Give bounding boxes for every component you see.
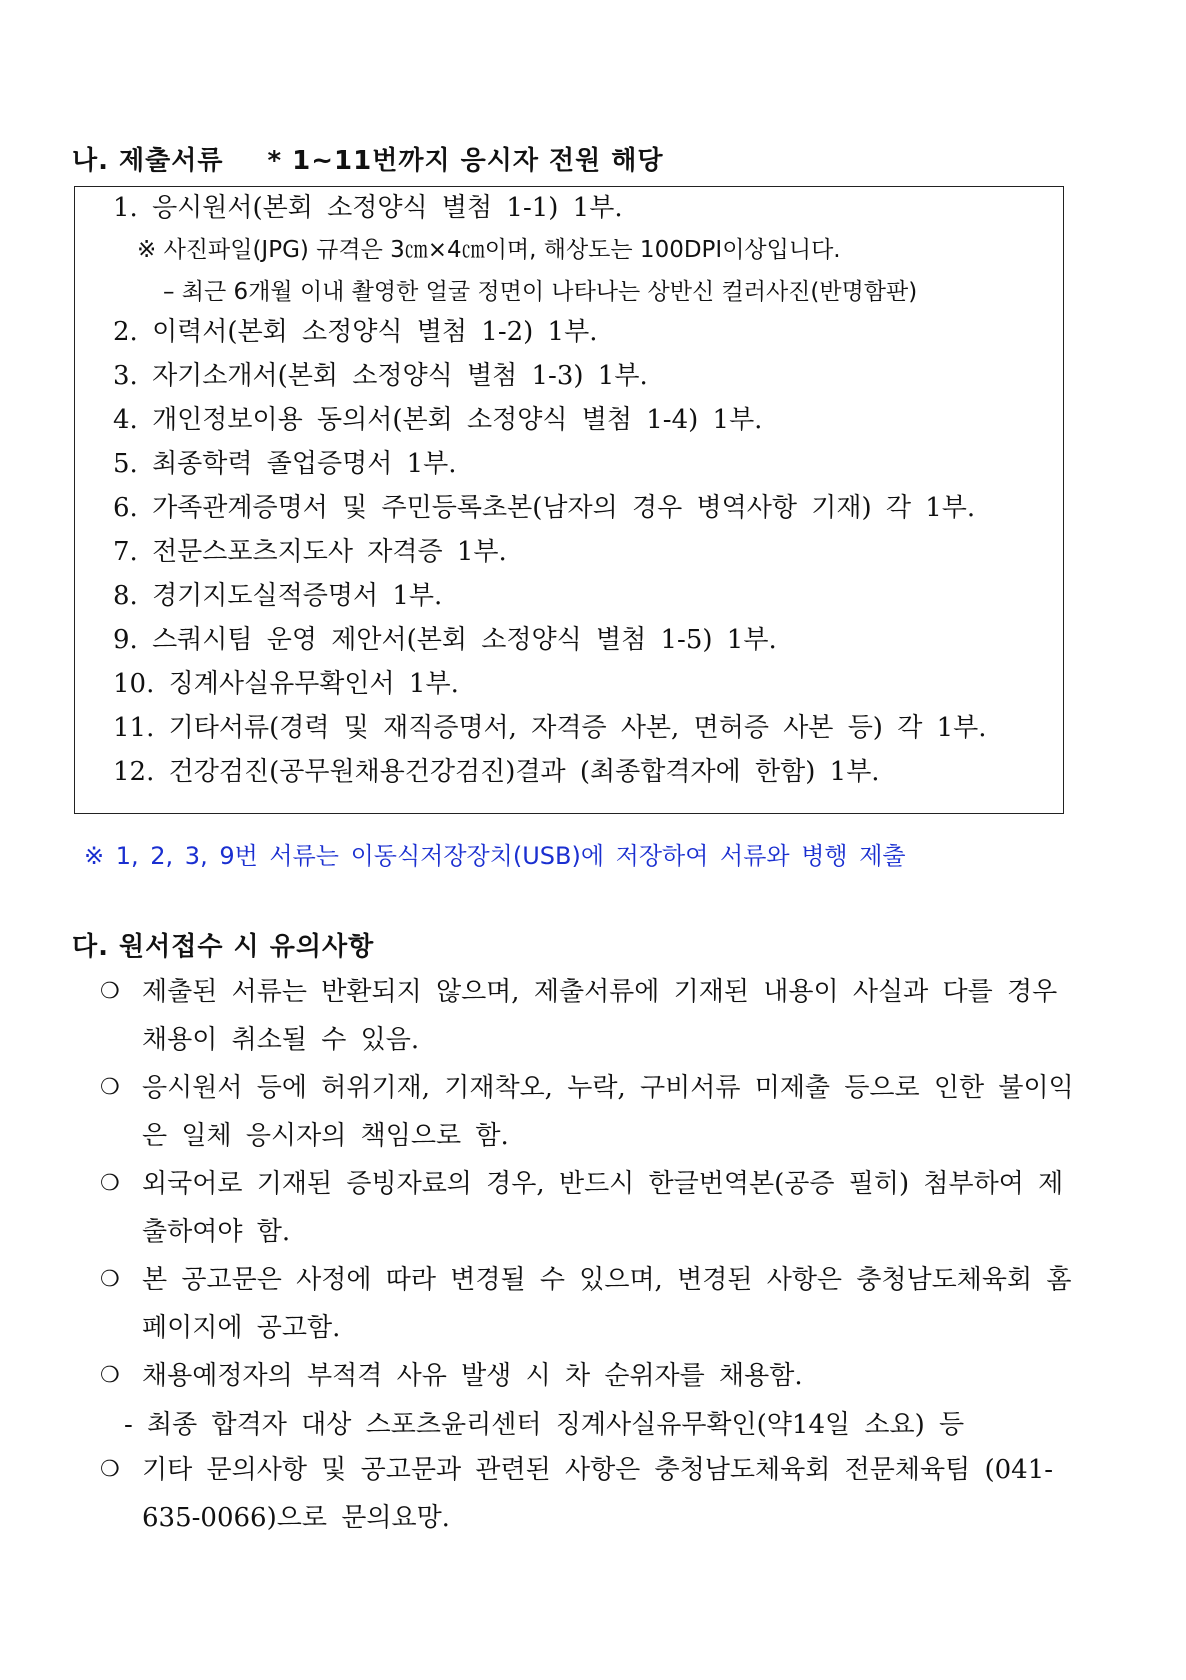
section-heading-application-notes: 다. 원서접수 시 유의사항 (72, 932, 375, 962)
notice-bullet (100, 1256, 1080, 1352)
disciplinary-check-note: - 최종 합격자 대상 스포츠윤리센터 징계사실유무확인(약14일 소요) 등 (124, 1410, 965, 1440)
list-item: 8. 경기지도실적증명서 1부. (113, 581, 443, 611)
list-item: 3. 자기소개서(본회 소정양식 별첨 1-3) 1부. (113, 361, 648, 391)
document-list-box (74, 186, 1064, 814)
list-item: 12. 건강검진(공무원채용건강검진)결과 (최종합격자에 한함) 1부. (113, 757, 880, 787)
list-item: 10. 징계사실유무확인서 1부. (113, 669, 459, 699)
bullet-text: 기타 문의사항 및 공고문과 관련된 사항은 충청남도체육회 전문체육팀 (041-635-0066)으로 문의요망. (142, 1455, 1054, 1533)
list-item: 7. 전문스포츠지도사 자격증 1부. (113, 537, 507, 567)
usb-submission-note: ※ 1, 2, 3, 9번 서류는 이동식저장장치(USB)에 저장하여 서류와 병행 제출 (84, 842, 906, 870)
section-heading-submission-documents (72, 140, 664, 177)
circle-bullet-icon: ❍ (100, 1267, 120, 1292)
list-item: 9. 스쿼시팀 운영 제안서(본회 소정양식 별첨 1-5) 1부. (113, 625, 777, 655)
bullet-text: 본 공고문은 사정에 따라 변경될 수 있으며, 변경된 사항은 충청남도체육회 홈페이지에 공고함. (142, 1265, 1072, 1343)
circle-bullet-icon: ❍ (100, 1171, 120, 1196)
circle-bullet-icon: ❍ (100, 979, 120, 1004)
bullet-text: 채용예정자의 부적격 사유 발생 시 차 순위자를 채용함. (142, 1361, 803, 1391)
notice-bullet (100, 1352, 1080, 1400)
list-item: 6. 가족관계증명서 및 주민등록초본(남자의 경우 병역사항 기재) 각 1부. (113, 493, 976, 523)
heading-note: * 1~11번까지 응시자 전원 해당 (267, 146, 664, 176)
bullet-text: 외국어로 기재된 증빙자료의 경우, 반드시 한글번역본(공증 필히) 첨부하여 제출하여야 함. (142, 1169, 1064, 1247)
notice-bullet (100, 968, 1080, 1064)
list-item: 11. 기타서류(경력 및 재직증명서, 자격증 사본, 면허증 사본 등) 각 1부. (113, 713, 987, 743)
notice-bullet (100, 1160, 1080, 1256)
notice-bullet (100, 1064, 1080, 1160)
bullet-text: 응시원서 등에 허위기재, 기재착오, 누락, 구비서류 미제출 등으로 인한 불이익은 일체 응시자의 책임으로 함. (142, 1073, 1074, 1151)
list-item: 2. 이력서(본회 소정양식 별첨 1-2) 1부. (113, 317, 598, 347)
list-item: 4. 개인정보이용 동의서(본회 소정양식 별첨 1-4) 1부. (113, 405, 763, 435)
circle-bullet-icon: ❍ (100, 1075, 120, 1100)
notice-bullet (100, 1446, 1080, 1542)
photo-note: ※ 사진파일(JPG) 규격은 3㎝×4㎝이며, 해상도는 100DPI이상입니다. (137, 237, 841, 263)
circle-bullet-icon: ❍ (100, 1457, 120, 1482)
list-item: 1. 응시원서(본회 소정양식 별첨 1-1) 1부. (113, 193, 623, 223)
photo-sub-note: – 최근 6개월 이내 촬영한 얼굴 정면이 나타나는 상반신 컬러사진(반명함판) (163, 279, 918, 305)
bullet-text: 제출된 서류는 반환되지 않으며, 제출서류에 기재된 내용이 사실과 다를 경우 채용이 취소될 수 있음. (142, 977, 1058, 1055)
circle-bullet-icon: ❍ (100, 1363, 120, 1388)
heading-text: 나. 제출서류 (72, 146, 224, 176)
list-item: 5. 최종학력 졸업증명서 1부. (113, 449, 457, 479)
